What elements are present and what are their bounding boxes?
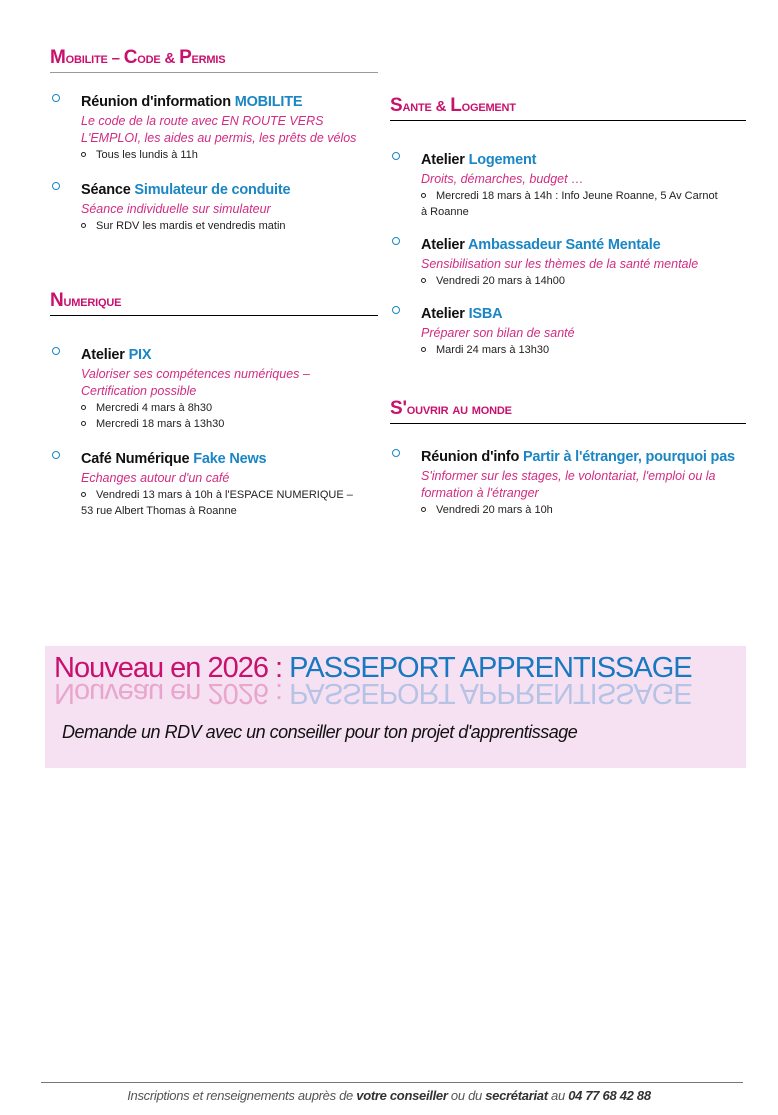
event-date: Mercredi 18 mars à 13h30 (81, 416, 378, 432)
event-dates (81, 147, 378, 163)
event-item (50, 179, 378, 234)
event-subtitle: Sensibilisation sur les thèmes de la santé mentale (421, 257, 699, 271)
event-date-continued: à Roanne (421, 206, 469, 218)
event-date: Mercredi 18 mars à 14h : Info Jeune Roanne, 5 Av Carnot (421, 188, 746, 204)
circle-bullet-icon (52, 182, 60, 190)
passeport-apprentissage-banner (45, 646, 746, 768)
event-subtitle: Valoriser ses compétences numériques – (81, 367, 310, 381)
event-date: Vendredi 20 mars à 10h (421, 502, 746, 518)
section-souvrir-au-monde (390, 398, 746, 518)
event-date: Vendredi 13 mars à 10h à l'ESPACE NUMERIQUE – (81, 487, 378, 503)
small-circle-bullet-icon (421, 507, 426, 512)
event-highlight: Partir à l'étranger, pourquoi pas (522, 449, 735, 465)
event-date-continued: 53 rue Albert Thomas à Roanne (81, 505, 237, 517)
circle-bullet-icon (392, 152, 400, 160)
footer-phone: 04 77 68 42 88 (568, 1088, 651, 1103)
event-date: Tous les lundis à 11h (81, 147, 378, 163)
circle-bullet-icon (52, 94, 60, 102)
event-title: Réunion d'information MOBILITE (81, 94, 303, 110)
event-dates (421, 502, 746, 518)
event-highlight: Logement (468, 152, 537, 168)
event-title: Café Numérique Fake News (81, 451, 267, 467)
footer-text: Inscriptions et renseignements auprès de votre conseiller ou du secrétariat au 04 77 68 42 88 (127, 1088, 651, 1103)
banner-text: Demande un RDV avec un conseiller pour ton projet d'apprentissage (62, 722, 578, 742)
small-circle-bullet-icon (81, 421, 86, 426)
event-subtitle: Echanges autour d'un café (81, 471, 230, 485)
circle-bullet-icon (52, 347, 60, 355)
event-title: Atelier ISBA (421, 306, 503, 322)
event-subtitle: Préparer son bilan de santé (421, 326, 575, 340)
event-date: Mardi 24 mars à 13h30 (421, 342, 746, 358)
footer-secretariat: secrétariat (485, 1088, 548, 1103)
event-subtitle: S'informer sur les stages, le volontariat, l'emploi ou la (421, 469, 716, 483)
event-date: Vendredi 20 mars à 14h00 (421, 273, 746, 289)
event-highlight: PIX (128, 347, 152, 363)
section-title-mobilite: Mobilite – Code & Permis (50, 47, 378, 73)
section-title-numerique: Numerique (50, 290, 378, 316)
small-circle-bullet-icon (81, 405, 86, 410)
event-subtitle: Certification possible (81, 384, 197, 398)
circle-bullet-icon (392, 449, 400, 457)
footer-divider (41, 1082, 743, 1083)
event-title: Atelier Logement (421, 152, 537, 168)
section-mobilite (50, 47, 378, 234)
section-sante-logement (390, 95, 746, 358)
event-date: Sur RDV les mardis et vendredis matin (81, 218, 378, 234)
banner-title: Nouveau en 2026 : PASSEPORT APPRENTISSAGE (54, 652, 692, 684)
event-highlight: MOBILITE (234, 94, 303, 110)
event-subtitle: formation à l'étranger (421, 486, 539, 500)
banner-title-reflection: Nouveau en 2026 : PASSEPORT APPRENTISSAGE (54, 677, 692, 709)
right-column (390, 95, 746, 518)
left-column (50, 47, 378, 519)
event-title: Réunion d'info Partir à l'étranger, pourquoi pas (421, 449, 735, 465)
small-circle-bullet-icon (81, 492, 86, 497)
event-item (50, 344, 378, 432)
event-subtitle: L'EMPLOI, les aides au permis, les prêts de vélos (81, 131, 357, 145)
event-subtitle: Le code de la route avec EN ROUTE VERS (81, 114, 324, 128)
event-title: Atelier Ambassadeur Santé Mentale (421, 237, 661, 253)
circle-bullet-icon (392, 306, 400, 314)
event-highlight: Ambassadeur Santé Mentale (468, 237, 661, 253)
event-title: Atelier PIX (81, 347, 152, 363)
event-dates (421, 188, 746, 220)
section-title-sante-logement: Sante & Logement (390, 95, 746, 121)
small-circle-bullet-icon (421, 347, 426, 352)
event-dates (81, 218, 378, 234)
event-item (390, 303, 746, 358)
event-subtitle: Droits, démarches, budget … (421, 172, 584, 186)
small-circle-bullet-icon (421, 193, 426, 198)
event-dates (81, 400, 378, 432)
small-circle-bullet-icon (81, 152, 86, 157)
event-date: Mercredi 4 mars à 8h30 (81, 400, 378, 416)
section-numerique (50, 290, 378, 519)
small-circle-bullet-icon (81, 223, 86, 228)
event-dates (421, 273, 746, 289)
event-item (390, 446, 746, 518)
event-item (390, 149, 746, 220)
circle-bullet-icon (52, 451, 60, 459)
footer-conseiller: votre conseiller (356, 1088, 448, 1103)
event-dates (81, 487, 378, 519)
event-item (50, 448, 378, 519)
event-subtitle: Séance individuelle sur simulateur (81, 202, 271, 216)
event-dates (421, 342, 746, 358)
circle-bullet-icon (392, 237, 400, 245)
small-circle-bullet-icon (421, 278, 426, 283)
event-title: Séance Simulateur de conduite (81, 182, 291, 198)
event-item (390, 234, 746, 289)
event-highlight: ISBA (468, 306, 503, 322)
event-highlight: Fake News (193, 451, 267, 467)
event-highlight: Simulateur de conduite (134, 182, 291, 198)
section-title-souvrir-au-monde: S'ouvrir au monde (390, 398, 746, 424)
event-item (50, 91, 378, 163)
